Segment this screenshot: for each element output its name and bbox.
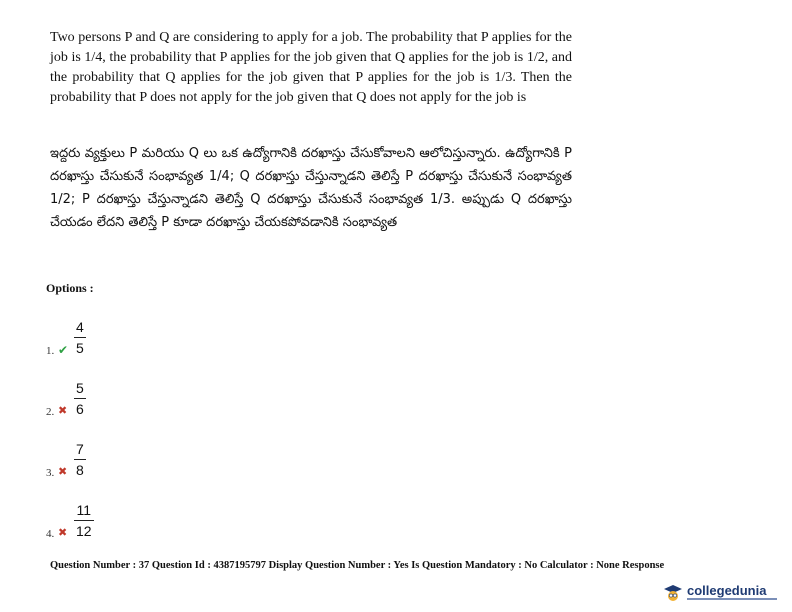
fraction-denominator: 6 [76, 401, 84, 417]
fraction-bar [74, 520, 94, 521]
option-number: 4. [46, 528, 55, 540]
fraction-denominator: 8 [76, 462, 84, 478]
option-fraction [74, 441, 86, 479]
fraction-bar [74, 337, 86, 338]
question-metadata: Question Number : 37 Question Id : 4387195797 Display Question Number : Yes Is Question Mandatory : No Calculator : None Response [50, 560, 665, 571]
fraction-denominator: 5 [76, 340, 84, 356]
option-2 [46, 358, 166, 418]
option-3 [46, 419, 166, 479]
option-1 [46, 297, 166, 357]
question-text-english: Two persons P and Q are considering to apply for a job. The probability that P applies for the job is 1/4, the probability that P applies for the job given that Q applies for the job is 1/2, and the probability that Q applies for the job given that P applies for the job is 1/3. Then the probability that P does not apply for the job given that Q does not apply for the job is [50, 30, 572, 105]
wrong-cross-icon: ✖ [58, 527, 68, 539]
graduate-icon [663, 583, 683, 603]
logo-tagline-line [687, 598, 777, 600]
question-text-telugu: ఇద్దరు వ్యక్తులు P మరియు Q లు ఒక ఉద్యోగానికి దరఖాస్తు చేసుకోవాలని ఆలోచిస్తున్నారు. ఉద్యోగానికి P దరఖాస్తు చేసుకునే సంభావ్యత 1/4; Q దరఖాస్తు చేస్తున్నాడని తెలిస్తే P దరఖాస్తు చేసుకునే సంభావ్యత 1/2; P దరఖాస్తు చేస్తున్నాడని తెలిస్తే Q దరఖాస్తు చేసుకునే సంభావ్యత 1/3. అప్పుడు Q దరఖాస్తు చేయడం లేదని తెలిస్తే P కూడా దరఖాస్తు చేయకపోవడానికి సంభావ్యత [50, 146, 572, 230]
fraction-numerator: 4 [76, 319, 84, 335]
collegedunia-logo [663, 582, 783, 604]
option-number: 2. [46, 406, 55, 418]
fraction-numerator: 11 [76, 502, 92, 518]
logo-text: collegedunia [687, 583, 767, 598]
option-fraction [74, 319, 86, 357]
fraction-bar [74, 459, 86, 460]
wrong-cross-icon: ✖ [58, 466, 68, 478]
option-fraction [74, 380, 86, 418]
fraction-numerator: 7 [76, 441, 84, 457]
fraction-bar [74, 398, 86, 399]
option-number: 3. [46, 467, 55, 479]
fraction-denominator: 12 [76, 523, 92, 539]
option-number: 1. [46, 345, 55, 357]
options-label: Options : [46, 281, 94, 295]
option-4 [46, 480, 166, 540]
correct-check-icon: ✔ [58, 343, 69, 357]
option-fraction [74, 502, 94, 540]
wrong-cross-icon: ✖ [58, 405, 68, 417]
fraction-numerator: 5 [76, 380, 84, 396]
